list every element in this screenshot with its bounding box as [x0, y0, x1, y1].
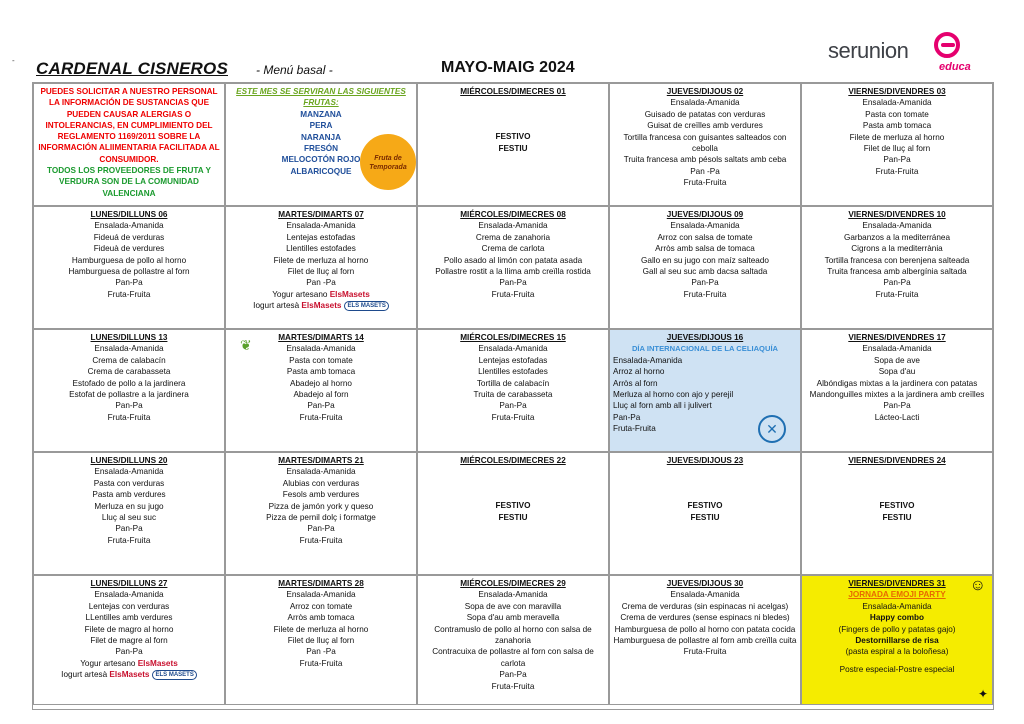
menu-line: Pasta amb tomaca	[862, 121, 932, 131]
menu-line: Truita francesa amb albergínia saltada	[827, 267, 967, 277]
day-cell-w5-thu	[609, 575, 801, 705]
day-cell-w2-fri	[801, 206, 993, 329]
fruit-item: MANZANA	[300, 109, 342, 119]
menu-line: Sopa de ave	[874, 355, 920, 365]
yogurt-line-va	[37, 669, 221, 680]
menu-line: Pan-Pa	[613, 412, 641, 422]
menu-line: Fruta-Fruita	[299, 412, 343, 422]
fruit-item: NARANJA	[300, 132, 342, 142]
menu-line: Pan -Pa	[690, 166, 720, 176]
menu-line: (Fingers de pollo y patatas gajo)	[838, 624, 956, 634]
day-header: MARTES/DIMARTS 28	[278, 579, 364, 588]
menu-line: Sopa d'au	[878, 367, 916, 377]
holiday-es: FESTIVO	[687, 501, 723, 511]
party-emoji-icon: ☺	[969, 577, 986, 594]
day-cell-w5-wed	[417, 575, 609, 705]
menu-line: Fruta-Fruita	[875, 166, 919, 176]
menu-line: Arroz al horno	[613, 367, 665, 377]
holiday-va: FESTIU	[690, 512, 720, 522]
seasonal-fruit-seal	[360, 134, 416, 190]
day-header: VIERNES/DIVENDRES 31	[848, 579, 946, 588]
menu-line: Merluza en su jugo	[94, 501, 164, 511]
menu-line: Hamburguesa de pollo al horno con patata cocida	[614, 624, 796, 634]
menu-line: Contracuixa de pollastre al forn con salsa de carlota	[432, 647, 594, 668]
day-header: VIERNES/DIVENDRES 10	[848, 210, 946, 219]
school-name: CARDENAL CISNEROS	[36, 59, 228, 78]
day-cell-w5-fri	[801, 575, 993, 705]
day-cell-w4-thu	[609, 452, 801, 575]
yogurt-label: Yogur artesano	[80, 658, 138, 668]
holiday-es: FESTIVO	[495, 501, 531, 511]
menu-line: Merluza al horno con ajo y perejil	[613, 390, 734, 400]
day-cell-w2-tue	[225, 206, 417, 329]
menu-line: Gallo en su jugo con maíz salteado	[641, 255, 769, 265]
menu-line: Ensalada-Amanida	[94, 467, 164, 477]
fruit-item: MELOCOTÓN ROJO	[281, 155, 361, 165]
brand-name: ElsMasets	[301, 301, 342, 311]
day-cell-w2-thu	[609, 206, 801, 329]
menu-line: Fruta-Fruita	[107, 289, 151, 299]
brand-name: ElsMasets	[137, 658, 178, 668]
menu-line: Ensalada-Amanida	[862, 221, 932, 231]
menu-line: Arroz con tomate	[289, 601, 353, 611]
celiac-day-label: DÍA INTERNACIONAL DE LA CELIAQUÍA	[631, 344, 779, 354]
menu-line: Fruta-Fruita	[491, 412, 535, 422]
menu-line: Crema de carabasseta	[87, 367, 171, 377]
menu-line: Pan-Pa	[883, 401, 911, 411]
menu-line: Pan-Pa	[115, 647, 143, 657]
yogurt-label: Iogurt artesà	[61, 670, 110, 680]
menu-line: Ensalada-Amanida	[862, 601, 932, 611]
menu-line: Filete de merluza al horno	[273, 624, 369, 634]
day-header: LUNES/DILLUNS 13	[90, 333, 168, 342]
menu-line: Ensalada-Amanida	[478, 590, 548, 600]
day-header: JUEVES/DIJOUS 09	[666, 210, 744, 219]
day-cell-w4-wed	[417, 452, 609, 575]
menu-line: Filet de lluç al forn	[287, 636, 355, 646]
menu-line: Gall al seu suc amb dacsa saltada	[642, 267, 768, 277]
menu-line: Garbanzos a la mediterránea	[843, 232, 951, 242]
day-header: JUEVES/DIJOUS 23	[666, 456, 744, 465]
serunion-logo	[828, 34, 988, 72]
menu-line: Fruta-Fruita	[683, 178, 727, 188]
holiday-es: FESTIVO	[879, 501, 915, 511]
menu-line: Crema de verdures (sense espinacs ni bledes)	[620, 613, 790, 623]
menu-line: Tortilla francesa con berenjena salteada	[824, 255, 970, 265]
allergen-text: PUEDES SOLICITAR A NUESTRO PERSONAL LA INFORMACIÓN DE SUSTANCIAS QUE PUEDEN CAUSAR ALERGIAS O INTOLERANCIAS, EN CUMPLIMIENTO DEL REGLAMENTO 1169/2011 SOBRE LA INFORMACIÓN ALIIMENTARIA FACILITADA AL CONSUMIDOR.	[38, 87, 220, 164]
day-header: MARTES/DIMARTS 07	[278, 210, 364, 219]
brand-name: ElsMasets	[109, 670, 150, 680]
day-header: LUNES/DILLUNS 20	[90, 456, 168, 465]
menu-line: Crema de calabacín	[92, 355, 166, 365]
menu-line: Fruta-Fruita	[491, 681, 535, 691]
logo-subtext: educa	[939, 61, 971, 73]
menu-line: Hamburguesa de pollastre al forn	[68, 267, 190, 277]
menu-line: Filet de lluç al forn	[863, 144, 931, 154]
menu-line: Ensalada-Amanida	[94, 344, 164, 354]
day-header: MIÉRCOLES/DIMECRES 08	[460, 210, 566, 219]
menu-line: Fideuà de verdures	[93, 244, 165, 254]
menu-line: Sopa de ave con maravilla	[464, 601, 562, 611]
menu-line: Estofat de pollastre a la jardinera	[69, 390, 189, 400]
day-header: MIÉRCOLES/DIMECRES 01	[460, 87, 566, 96]
menu-line: Postre especial-Postre especial	[839, 664, 955, 674]
day-header: MARTES/DIMARTS 14	[278, 333, 364, 342]
day-cell-w4-fri	[801, 452, 993, 575]
menu-line: Happy combo	[869, 613, 925, 623]
menu-line: Abadejo al forn	[293, 390, 349, 400]
menu-line: Fesols amb verdures	[282, 490, 360, 500]
menu-line: Fideuá de verduras	[93, 232, 165, 242]
menu-line: Arròs al forn	[613, 378, 658, 388]
holiday-va: FESTIU	[882, 512, 912, 522]
menu-line: Fruta-Fruita	[299, 535, 343, 545]
yogurt-line-va	[229, 300, 413, 311]
menu-line: Destornillarse de risa	[855, 636, 939, 646]
holiday-va: FESTIU	[498, 512, 528, 522]
fruit-item: ALBARICOQUE	[290, 166, 352, 176]
menu-line: Filete de magro al horno	[84, 624, 174, 634]
menu-line: Ensalada-Amanida	[286, 344, 356, 354]
menu-line: Lentejas estofadas	[286, 232, 356, 242]
menu-line: Pan-Pa	[883, 278, 911, 288]
fruits-cell	[225, 83, 417, 206]
menu-line: Pizza de pernil dolç i formatge	[266, 513, 376, 523]
day-header: VIERNES/DIVENDRES 03	[848, 87, 946, 96]
menu-line: Albóndigas mixtas a la jardinera con patatas	[816, 378, 978, 388]
day-header: JUEVES/DIJOUS 16	[666, 333, 744, 342]
brand-name: ElsMasets	[329, 289, 370, 299]
menu-line: Ensalada-Amanida	[670, 590, 740, 600]
menu-line: Fruta-Fruita	[491, 289, 535, 299]
day-header: VIERNES/DIVENDRES 17	[848, 333, 946, 342]
menu-line: Contramuslo de pollo al horno con salsa de zanahoria	[434, 624, 592, 646]
day-cell-w1-thu	[609, 83, 801, 206]
menu-line: Tortilla francesa con guisantes salteados con cebolla	[623, 132, 787, 154]
logo-text: serunion	[828, 38, 909, 63]
day-header: MIÉRCOLES/DIMECRES 15	[460, 333, 566, 342]
menu-line: Estofado de pollo a la jardinera	[72, 378, 186, 388]
emoji-party-label: JORNADA EMOJI PARTY	[848, 590, 946, 600]
day-cell-w2-wed	[417, 206, 609, 329]
menu-line: Hamburguesa de pollastre al forn amb creïlla cuita	[613, 636, 797, 646]
menu-line: Fruta-Fruita	[107, 535, 151, 545]
menu-line: Filete de merluza al horno	[849, 132, 945, 142]
menu-line: Filet de magre al forn	[90, 636, 168, 646]
menu-line: Pan-Pa	[307, 524, 335, 534]
menu-line: Sopa d'au amb meravella	[466, 613, 560, 623]
day-cell-w5-tue	[225, 575, 417, 705]
menu-line: Fruta-Fruita	[683, 647, 727, 657]
yogurt-label: Yogur artesano	[272, 289, 330, 299]
local-produce-text: TODOS LOS PROVEEDORES DE FRUTA Y VERDURA SON DE LA COMUNIDAD VALENCIANA	[47, 166, 211, 198]
day-cell-w3-thu	[609, 329, 801, 452]
menu-line: Pasta amb verdures	[92, 490, 166, 500]
menu-line: Pan -Pa	[306, 278, 336, 288]
menu-line: Llentilles estofades	[286, 244, 356, 254]
menu-line: Fruta-Fruita	[683, 289, 727, 299]
menu-line: Crema de zanahoria	[475, 232, 551, 242]
menu-line: (pasta espiral a la boloñesa)	[845, 647, 949, 657]
menu-line: Lácteo-Lacti	[874, 412, 920, 422]
els-masets-logo: ELS MASETS	[152, 670, 196, 680]
gluten-free-icon: ✕	[758, 415, 786, 443]
day-cell-w3-mon	[33, 329, 225, 452]
menu-line: Filete de merluza al horno	[273, 255, 369, 265]
holiday-es: FESTIVO	[495, 132, 531, 142]
menu-line: Pollo asado al limón con patata asada	[443, 255, 583, 265]
day-header: LUNES/DILLUNS 06	[90, 210, 168, 219]
menu-line: Pasta amb tomaca	[286, 367, 356, 377]
yogurt-line-es	[37, 658, 221, 669]
menu-line: Pan-Pa	[883, 155, 911, 165]
day-header: MARTES/DIMARTS 21	[278, 456, 364, 465]
yogurt-label: Iogurt artesà	[253, 301, 302, 311]
day-cell-w3-wed	[417, 329, 609, 452]
menu-line: Crema de verduras (sin espinacas ni acelgas)	[621, 601, 789, 611]
fruit-item: FRESÓN	[303, 144, 339, 154]
menu-line: Pasta con tomate	[865, 109, 929, 119]
menu-line: Pan-Pa	[115, 524, 143, 534]
menu-line: Fruta-Fruita	[299, 658, 343, 668]
menu-line: Hamburguesa de pollo al horno	[71, 255, 187, 265]
leaf-icon: ❦	[240, 337, 252, 353]
menu-line: Pan-Pa	[499, 670, 527, 680]
confetti-icon: ✦	[977, 686, 988, 701]
menu-line: Fruta-Fruita	[107, 412, 151, 422]
menu-line: Mandonguilles mixtes a la jardinera amb creïlles	[809, 390, 985, 400]
menu-line: Ensalada-Amanida	[286, 467, 356, 477]
seal-text: Fruta de Temporada	[369, 155, 407, 171]
menu-line: Pasta con tomate	[289, 355, 353, 365]
day-header: JUEVES/DIJOUS 02	[666, 87, 744, 96]
menu-line: Ensalada-Amanida	[613, 355, 683, 365]
day-cell-w1-wed	[417, 83, 609, 206]
day-header: MIÉRCOLES/DIMECRES 29	[460, 579, 566, 588]
menu-line: Tortilla de calabacín	[476, 378, 550, 388]
day-cell-w4-mon	[33, 452, 225, 575]
menu-line: Pan-Pa	[115, 401, 143, 411]
yogurt-line-es	[229, 289, 413, 300]
day-header: VIERNES/DIVENDRES 24	[848, 456, 946, 465]
menu-line: Filet de lluç al forn	[287, 267, 355, 277]
menu-line: Alubias con verduras	[282, 478, 360, 488]
menu-line: Cigrons a la mediterrània	[851, 244, 943, 254]
day-cell-w3-fri	[801, 329, 993, 452]
menu-line: Arròs amb salsa de tomaca	[655, 244, 755, 254]
menu-line: Truita de carabasseta	[473, 390, 553, 400]
menu-line: Pan-Pa	[499, 278, 527, 288]
menu-line: Pollastre rostit a la llima amb creïlla rostida	[435, 267, 591, 277]
day-header: MIÉRCOLES/DIMECRES 22	[460, 456, 566, 465]
menu-line: Pan -Pa	[306, 647, 336, 657]
menu-grid	[32, 82, 994, 710]
menu-line: Truita francesa amb pésols saltats amb ceba	[623, 155, 787, 165]
menu-line: Arròs amb tomaca	[287, 613, 355, 623]
menu-line: Lentejas estofadas	[478, 355, 548, 365]
fruit-item: PERA	[309, 121, 333, 131]
menu-line: Abadejo al horno	[290, 378, 352, 388]
menu-line: Ensalada-Amanida	[94, 221, 164, 231]
day-cell-w1-fri	[801, 83, 993, 206]
menu-line: Pan-Pa	[307, 401, 335, 411]
menu-line: Lluç al seu suc	[101, 513, 157, 523]
menu-line: Pan-Pa	[499, 401, 527, 411]
menu-line: Ensalada-Amanida	[478, 221, 548, 231]
menu-line: Arroz con salsa de tomate	[657, 232, 753, 242]
menu-line: Fruta-Fruita	[875, 289, 919, 299]
menu-line: Pan-Pa	[115, 278, 143, 288]
menu-line: LLentilles amb verdures	[85, 613, 173, 623]
day-cell-w5-mon	[33, 575, 225, 705]
day-cell-w2-mon	[33, 206, 225, 329]
month-title: MAYO-MAIG 2024	[441, 59, 575, 76]
logo-e-icon	[934, 32, 960, 58]
menu-line: Pan-Pa	[691, 278, 719, 288]
menu-line: Ensalada-Amanida	[286, 221, 356, 231]
menu-line: Pizza de jamón york y queso	[268, 501, 374, 511]
menu-line: Ensalada-Amanida	[670, 221, 740, 231]
day-header: JUEVES/DIJOUS 30	[666, 579, 744, 588]
menu-line: Pasta con verduras	[93, 478, 165, 488]
menu-type: - Menú basal -	[256, 63, 333, 77]
holiday-va: FESTIU	[498, 143, 528, 153]
menu-line: Ensalada-Amanida	[286, 590, 356, 600]
day-header: LUNES/DILLUNS 27	[90, 579, 168, 588]
menu-line: Ensalada-Amanida	[862, 344, 932, 354]
day-cell-w3-tue	[225, 329, 417, 452]
menu-line: Ensalada-Amanida	[94, 590, 164, 600]
menu-line: Lluç al forn amb all i julivert	[613, 401, 712, 411]
menu-line: Ensalada-Amanida	[862, 98, 932, 108]
fruits-heading: ESTE MES SE SERVIRAN LAS SIGUIENTES FRUTAS:	[236, 87, 406, 108]
els-masets-logo: ELS MASETS	[344, 301, 388, 311]
menu-line: Lentejas con verduras	[88, 601, 170, 611]
menu-line: Llentilles estofades	[478, 367, 548, 377]
menu-line: Guisado de patatas con verduras	[644, 109, 766, 119]
corner-mark: -	[12, 56, 15, 65]
menu-line: Guisat de creïlles amb verdures	[647, 121, 763, 131]
menu-line: Ensalada-Amanida	[478, 344, 548, 354]
day-cell-w4-tue	[225, 452, 417, 575]
menu-line: Fruta-Fruita	[613, 424, 656, 434]
menu-line: Ensalada-Amanida	[670, 98, 740, 108]
menu-line: Crema de carlota	[481, 244, 545, 254]
allergen-notice	[33, 83, 225, 206]
